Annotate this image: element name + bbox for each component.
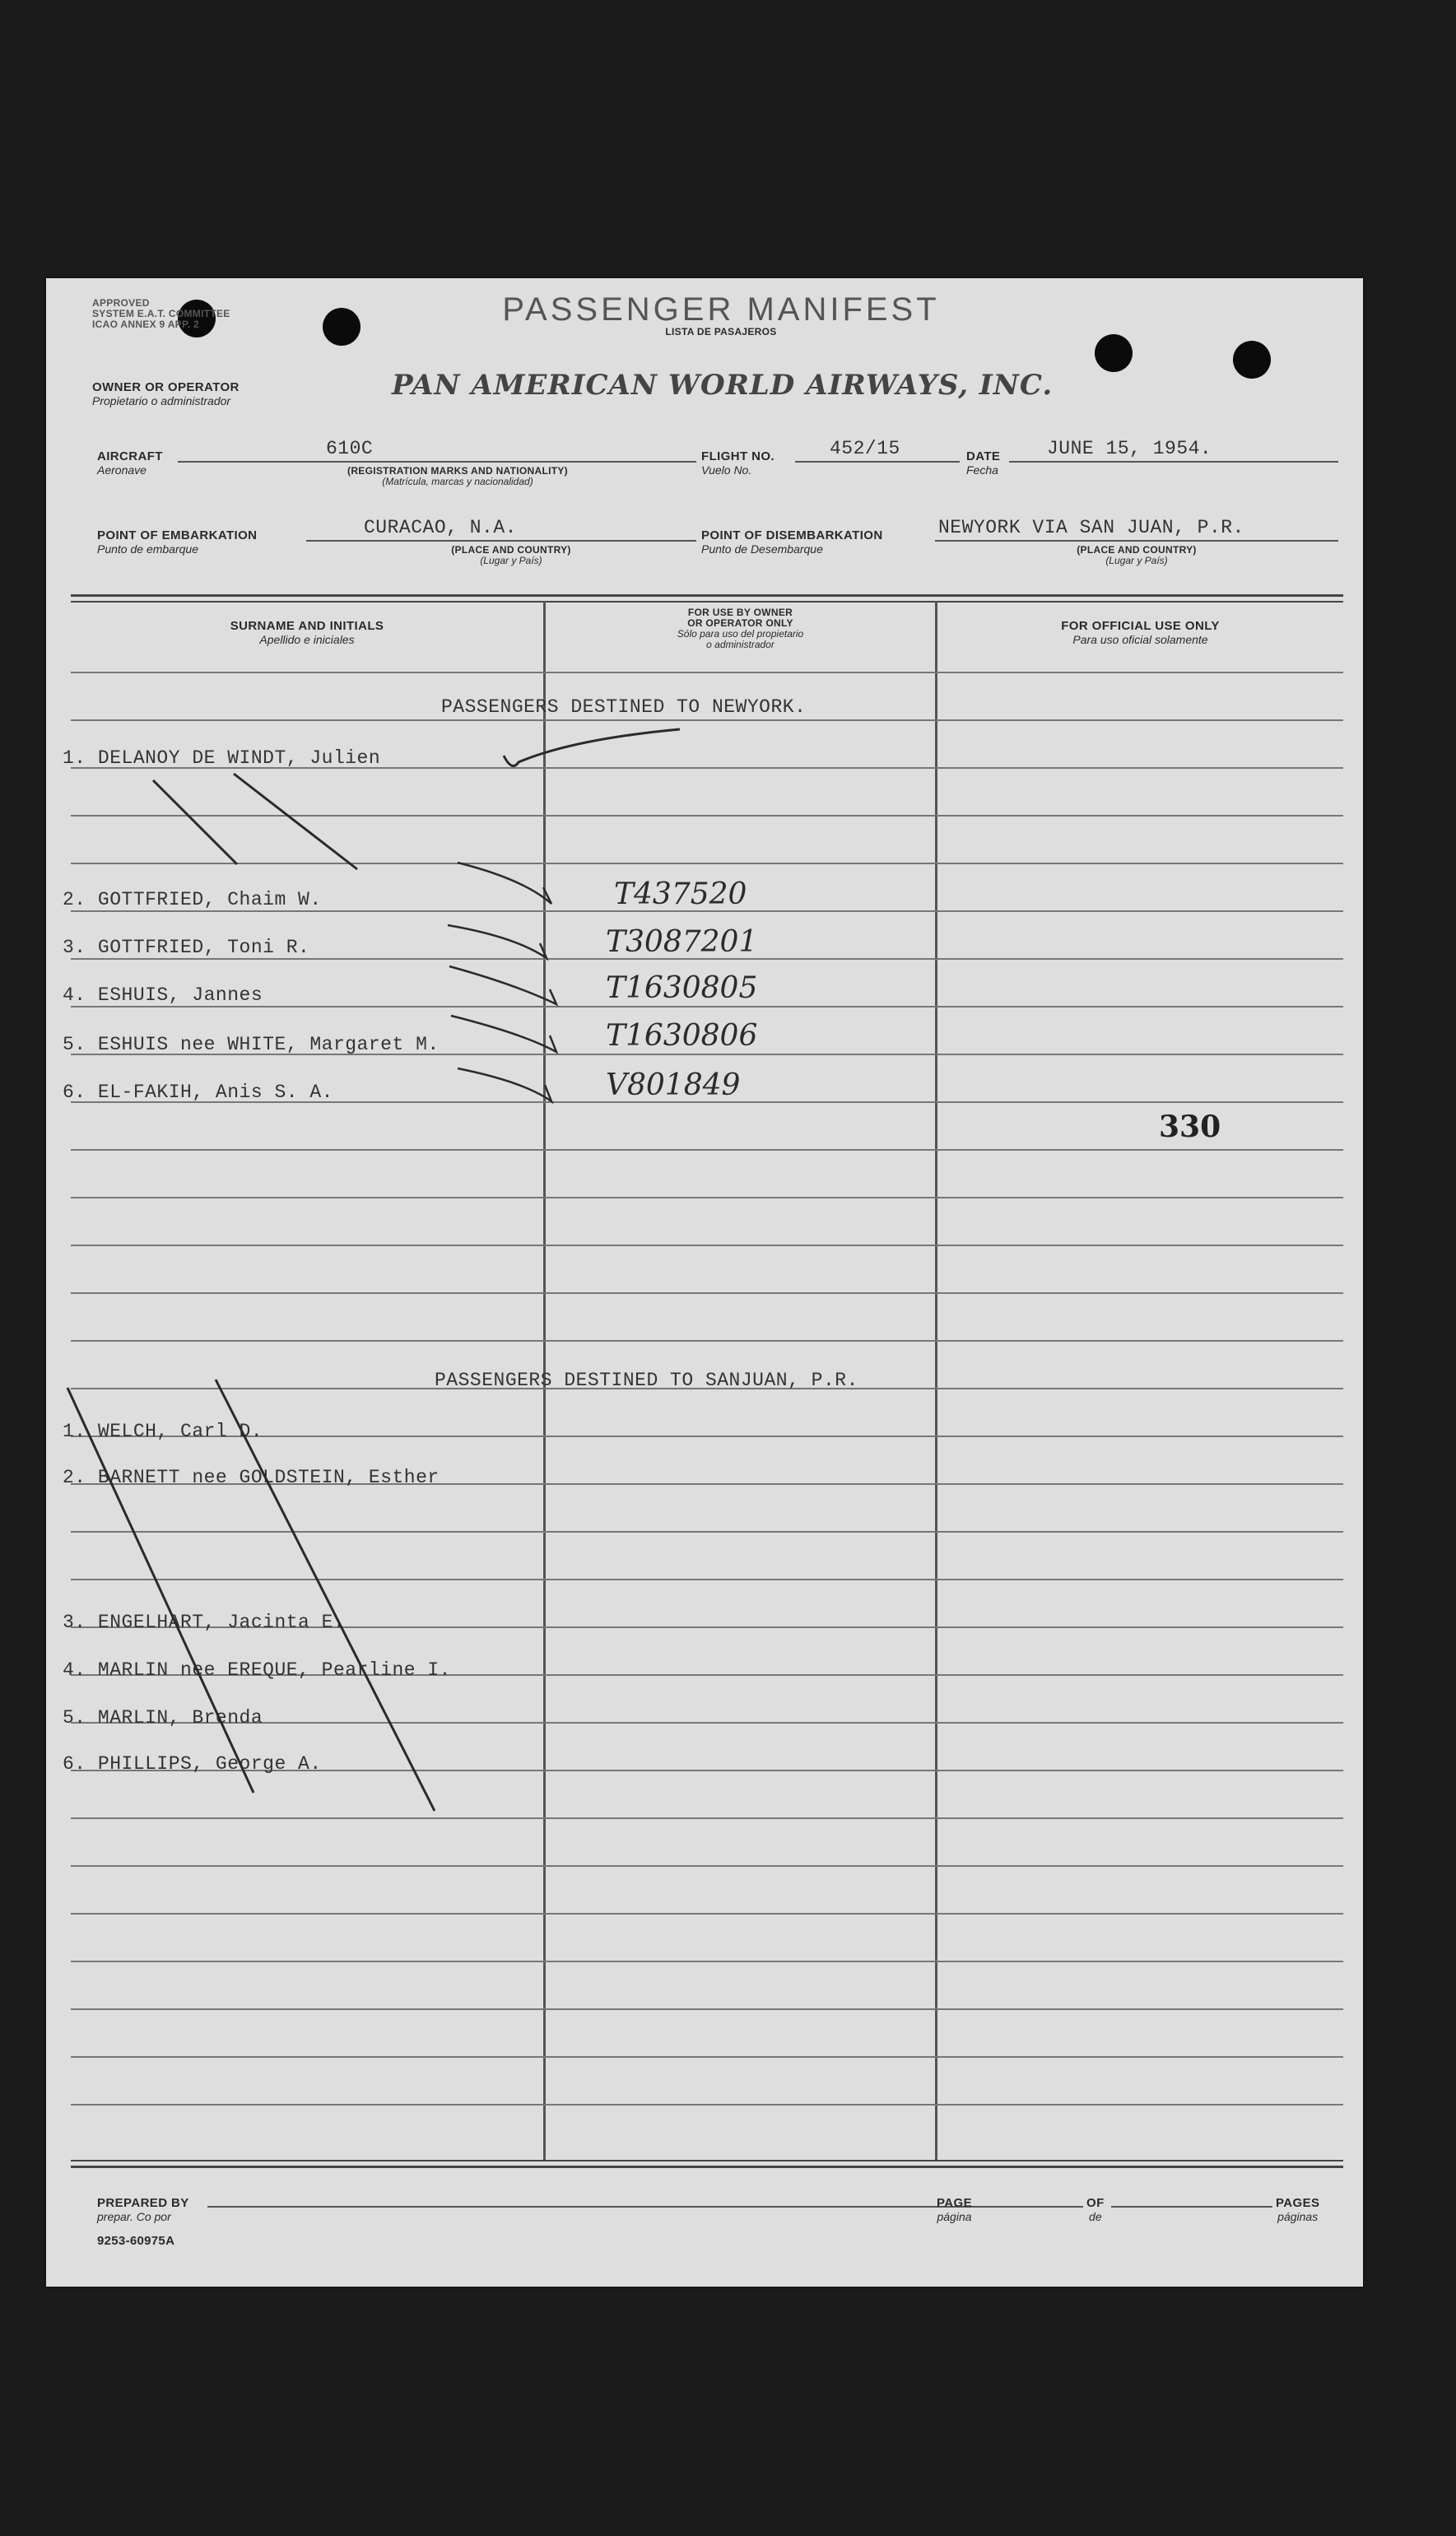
disembark-label: POINT OF DISEMBARKATION Punto de Desembarque [701,528,883,556]
embark-value: CURACAO, N.A. [364,517,517,538]
embark-label: POINT OF EMBARKATION Punto de embarque [97,528,258,556]
prepared-by-underline [207,2206,981,2208]
passenger-row: 3. ENGELHART, Jacinta E. [63,1612,346,1633]
passenger-row: 1. WELCH, Carl D. [63,1421,263,1442]
page-label: PAGE página [937,2196,972,2223]
passenger-row: 2. BARNETT nee GOLDSTEIN, Esther [63,1467,440,1488]
passenger-row: 5. MARLIN, Brenda [63,1707,263,1729]
strike-line [234,774,357,869]
approval-note: APPROVED SYSTEM E.A.T. COMMITTEE ICAO ANNEX 9 APP. 2 [92,297,230,330]
arrow-mark [458,863,551,904]
passenger-row: 6. PHILLIPS, George A. [63,1753,322,1775]
disembark-place-note: (PLACE AND COUNTRY) (Lugar y País) [1077,544,1197,566]
passenger-row: 2. GOTTFRIED, Chaim W. [63,889,322,910]
flight-label: FLIGHT NO. Vuelo No. [701,449,775,477]
passenger-row: 1. DELANOY DE WINDT, Julien [63,747,381,769]
aircraft-label: AIRCRAFT Aeronave [97,449,163,477]
passenger-row: 4. ESHUIS, Jannes [63,984,263,1006]
page-underline [976,2206,1083,2208]
section-heading: PASSENGERS DESTINED TO NEWYORK. [441,696,807,718]
col-owner-header: FOR USE BY OWNER OR OPERATOR ONLY Sólo para uso del propietario o administrador [677,607,804,650]
arrow-mark [449,966,556,1004]
passenger-row: 4. MARLIN nee EREQUE, Pearline I. [63,1659,451,1681]
strike-line [153,780,237,864]
owner-label: OWNER OR OPERATOR Propietario o administrador [92,380,240,407]
passenger-row: 6. EL-FAKIH, Anis S. A. [63,1082,333,1103]
handwritten-total: 330 [1159,1110,1221,1144]
checkmark-icon [504,729,680,766]
pages-label: PAGES páginas [1276,2196,1320,2223]
passenger-row: 5. ESHUIS nee WHITE, Margaret M. [63,1034,440,1055]
date-label: DATE Fecha [966,449,1001,477]
arrow-mark [451,1016,556,1052]
registration-note: (REGISTRATION MARKS AND NATIONALITY) (Matrícula, marcas y nacionalidad) [347,465,568,487]
manifest-page [46,278,1363,2287]
disembark-value: NEWYORK VIA SAN JUAN, P.R. [938,517,1244,538]
handwritten-doc-number: T437520 [614,877,747,911]
handwritten-doc-number: V801849 [606,1068,741,1102]
company-name: PAN AMERICAN WORLD AIRWAYS, INC. [392,369,1054,402]
strike-line [67,1388,254,1793]
embark-place-note: (PLACE AND COUNTRY) (Lugar y País) [451,544,571,566]
passenger-row: 3. GOTTFRIED, Toni R. [63,937,310,958]
arrow-mark [458,1068,551,1101]
handwritten-doc-number: T3087201 [606,925,758,959]
form-title: PASSENGER MANIFEST LISTA DE PASAJEROS [502,291,940,337]
prepared-by-label: PREPARED BY prepar. Co por [97,2196,189,2223]
section-heading: PASSENGERS DESTINED TO SANJUAN, P.R. [435,1370,858,1391]
handwritten-doc-number: T1630806 [606,1019,758,1053]
col-surname-header: SURNAME AND INITIALS Apellido e iniciales [230,619,384,646]
pen-marks [46,278,1363,2287]
aircraft-value: 610C [326,438,374,459]
date-value: JUNE 15, 1954. [1047,438,1212,459]
strike-line [216,1380,435,1811]
of-label: OF de [1086,2196,1105,2223]
arrow-mark [448,925,547,958]
handwritten-doc-number: T1630805 [606,971,758,1005]
of-underline [1111,2206,1272,2208]
col-official-header: FOR OFFICIAL USE ONLY Para uso oficial solamente [1061,619,1220,646]
flight-value: 452/15 [830,438,900,459]
form-number: 9253-60975A [97,2234,175,2248]
